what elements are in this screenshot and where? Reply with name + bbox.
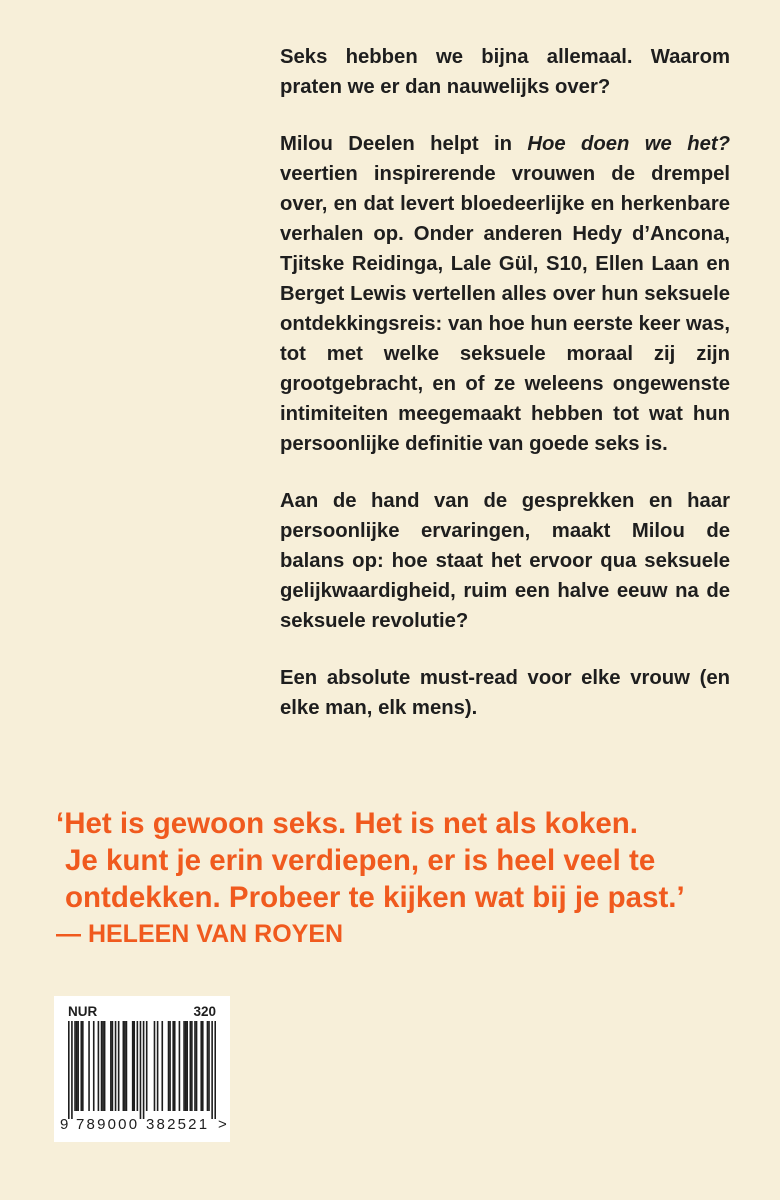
barcode-bar: [200, 1021, 202, 1111]
blurb-paragraph-3: Aan de hand van de gesprekken en haar persoonlijke ervaringen, maakt Milou de balans op: hoe staat het ervoor qua seksuele gelijkwaardigheid, ruim een halve eeuw na de seksuele revolutie?: [280, 490, 730, 632]
barcode-bar: [74, 1021, 76, 1111]
book-title: Hoe doen we het?: [527, 133, 731, 155]
barcode-bar: [191, 1021, 193, 1111]
barcode-bar: [115, 1021, 117, 1111]
barcode-bar: [169, 1021, 171, 1111]
barcode-bar: [179, 1021, 181, 1111]
barcode-guard-bar: [214, 1021, 216, 1119]
barcode-bar: [124, 1021, 126, 1111]
blurb-paragraph-1: Seks hebben we bijna allemaal. Waarom praten we er dan nauwelijks over?: [280, 46, 730, 98]
barcode-bar: [118, 1021, 120, 1111]
barcode-bar: [190, 1021, 192, 1111]
barcode-bar: [208, 1021, 210, 1111]
pull-quote: [56, 805, 746, 953]
isbn-right-group: 382521: [146, 1116, 210, 1133]
nur-code: 320: [193, 1004, 216, 1019]
barcode-guard-bar: [71, 1021, 73, 1119]
barcode-bar: [168, 1021, 170, 1111]
barcode-bar: [82, 1021, 84, 1111]
barcode-guard-bar: [143, 1021, 145, 1119]
barcode-bar: [88, 1021, 90, 1111]
quote-line-1: ‘Het is gewoon seks. Het is net als koken.: [56, 807, 639, 840]
barcode-bar: [146, 1021, 148, 1111]
barcode-guard-bar: [68, 1021, 70, 1119]
isbn-digits: [60, 1116, 228, 1136]
blurb-p2-body: veertien inspirerende vrouwen de drempel over, en dat levert bloedeerlijke en herkenbare verhalen op. Onder anderen Hedy d’Ancona, Tjitske Reidinga, Lale Gül, S10, Ellen Laan en Berget Lewis vertellen alles over hun seksuele ontdekkingsreis: van hoe hun eerste keer was, tot met welke seksuele moraal zij zijn grootgebracht, en of ze weleens ongewenste intimiteiten meegemaakt hebben tot wat hun persoonlijke definitie van goede seks is.: [280, 163, 730, 455]
isbn-quiet-mark: >: [218, 1116, 227, 1133]
barcode-bar: [137, 1021, 139, 1111]
barcode-bar: [174, 1021, 176, 1111]
barcode-bar: [112, 1021, 114, 1111]
barcode-bar: [207, 1021, 209, 1111]
barcode-bar: [77, 1021, 79, 1111]
barcode-bar: [102, 1021, 104, 1111]
barcode-bars: [68, 1021, 216, 1119]
barcode-bar: [132, 1021, 134, 1111]
barcode-bar: [123, 1021, 125, 1111]
blurb-paragraph-4: Een absolute must-read voor elke vrouw (en elke man, elk mens).: [280, 667, 730, 719]
barcode-bar: [186, 1021, 188, 1111]
barcode-bar: [154, 1021, 156, 1111]
barcode-bar: [157, 1021, 159, 1111]
isbn-first-digit: 9: [60, 1116, 69, 1133]
isbn-barcode: [54, 996, 230, 1142]
barcode-bar: [110, 1021, 112, 1111]
barcode-bar: [93, 1021, 95, 1111]
barcode-bar: [126, 1021, 128, 1111]
barcode-bar: [133, 1021, 135, 1111]
barcode-bar: [98, 1021, 100, 1111]
blurb-paragraph-2: [280, 129, 730, 459]
barcode-guard-bar: [211, 1021, 213, 1119]
barcode-guard-bar: [140, 1021, 142, 1119]
quote-line-2: Je kunt je erin verdiepen, er is heel veel te: [65, 844, 656, 877]
barcode-bar: [185, 1021, 187, 1111]
barcode-bar: [172, 1021, 174, 1111]
quote-line-3: ontdekken. Probeer te kijken wat bij je past.’: [65, 881, 685, 914]
barcode-bar: [80, 1021, 82, 1111]
barcode-bar: [161, 1021, 163, 1111]
barcode-bar: [183, 1021, 185, 1111]
isbn-left-group: 789000: [76, 1116, 140, 1133]
nur-label: NUR: [68, 1004, 98, 1019]
nur-row: [68, 1004, 216, 1019]
blurb-p2-intro: Milou Deelen helpt in: [280, 133, 528, 155]
barcode-bar: [76, 1021, 78, 1111]
back-cover-blurb: [280, 42, 730, 723]
barcode-bar: [202, 1021, 204, 1111]
quote-attribution: — HELEEN VAN ROYEN: [56, 920, 344, 948]
barcode-bar: [194, 1021, 196, 1111]
barcode-bar: [101, 1021, 103, 1111]
barcode-bar: [104, 1021, 106, 1111]
barcode-bar: [196, 1021, 198, 1111]
